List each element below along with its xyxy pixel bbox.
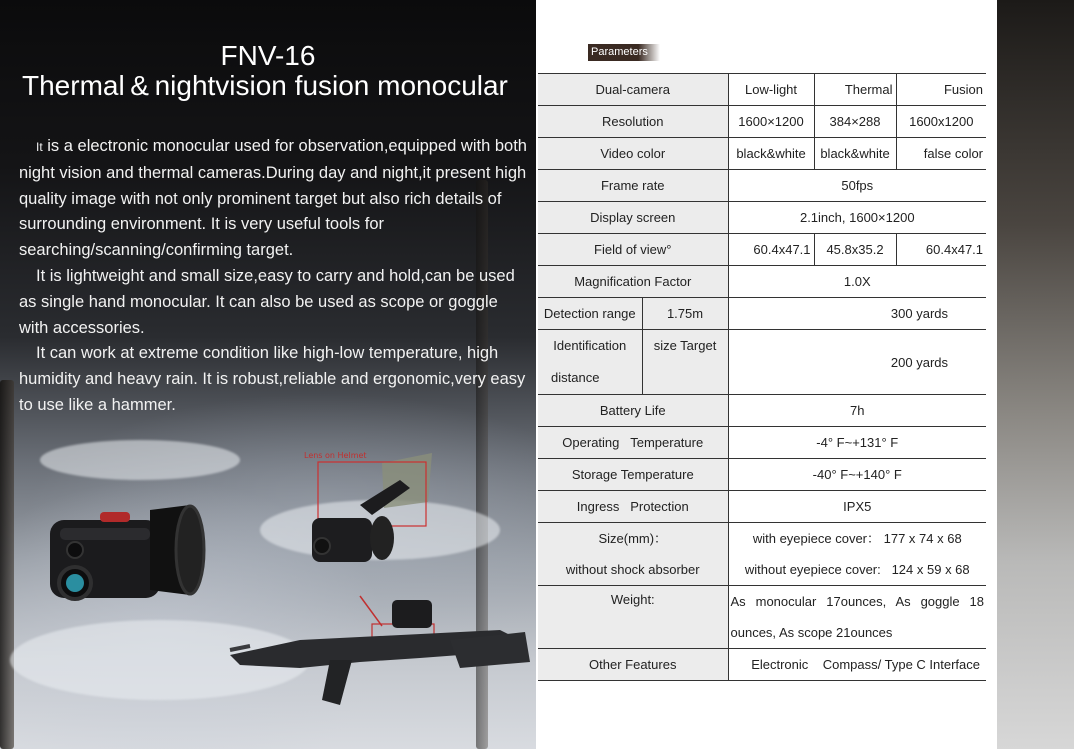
spec-label: Video color: [538, 138, 728, 170]
spec-value: false color: [896, 138, 986, 170]
model-title: FNV-16: [220, 40, 316, 71]
table-row: [538, 234, 986, 266]
spec-value: 50fps: [728, 170, 986, 202]
spec-label: Operating Temperature: [538, 427, 728, 459]
spec-label: Other Features: [538, 649, 728, 681]
spec-label: Magnification Factor: [538, 266, 728, 298]
table-row: [538, 202, 986, 234]
parameters-tag: Parameters: [588, 44, 660, 61]
table-row: [538, 298, 986, 330]
spec-value: 300 yards: [728, 298, 986, 330]
spec-value: 384×288: [814, 106, 896, 138]
table-row: [538, 586, 986, 649]
spec-label: Weight:: [538, 586, 728, 649]
spec-sublabel: size Target: [642, 330, 728, 395]
spec-value: with eyepiece cover： 177 x 74 x 68 without eyepiece cover: 124 x 59 x 68: [728, 523, 986, 586]
spec-value: 200 yards: [728, 330, 986, 395]
description-paragraph: It can work at extreme condition like high-low temperature, high humidity and heavy rain. It is robust,reliable and ergonomic,very easy to use like a hammer.: [19, 344, 526, 414]
monocular-image: [50, 505, 204, 599]
table-row: [538, 649, 986, 681]
hero-panel: [0, 0, 536, 749]
spec-label: Frame rate: [538, 170, 728, 202]
product-subtitle: Thermal & nightvision fusion monocular: [22, 70, 508, 101]
rifle-image: [230, 596, 530, 705]
product-illustrations: [0, 0, 536, 749]
spec-label: Display screen: [538, 202, 728, 234]
spec-value: black&white: [814, 138, 896, 170]
spec-label: Detection range: [538, 298, 642, 330]
spec-label: Ingress Protection: [538, 491, 728, 523]
spec-value: 7h: [728, 395, 986, 427]
table-row: [538, 266, 986, 298]
decorative-photo-strip: [997, 0, 1074, 749]
description-lead: It: [36, 140, 43, 154]
table-row: [538, 427, 986, 459]
description-paragraph: It is lightweight and small size,easy to carry and hold,can be used as single hand monocular. It can also be used as scope or goggle with accessories.: [19, 266, 515, 337]
spec-value: black&white: [728, 138, 814, 170]
spec-label: Field of view°: [538, 234, 728, 266]
spec-value: As monocular 17ounces, As goggle 18 ounces, As scope 21ounces: [728, 586, 986, 649]
table-row: [538, 74, 986, 106]
spec-value: 2.1inch, 1600×1200: [728, 202, 986, 234]
spec-value: IPX5: [728, 491, 986, 523]
spec-label: Resolution: [538, 106, 728, 138]
table-row: [538, 491, 986, 523]
spec-label: Battery Life: [538, 395, 728, 427]
table-row: [538, 138, 986, 170]
spec-label: Size(mm)： without shock absorber: [538, 523, 728, 586]
table-row: [538, 330, 986, 395]
description-paragraph: It is a electronic monocular used for observation,equipped with both night vision and thermal cameras.During day and night,it present high quality image with not only prominent target but also rich details of surrounding environment. It is very useful tools for searching/scanning/confirming target.: [19, 137, 527, 260]
spec-value: -40° F~+140° F: [728, 459, 986, 491]
spec-label: Dual-camera: [538, 74, 728, 106]
table-row: [538, 395, 986, 427]
spec-value: 1.0X: [728, 266, 986, 298]
table-row: [538, 523, 986, 586]
spec-label: Identification distance: [538, 330, 642, 395]
spec-table: [538, 73, 986, 681]
spec-value: 1600x1200: [896, 106, 986, 138]
spec-value: Electronic Compass/ Type C Interface: [728, 649, 986, 681]
spec-value: Thermal: [814, 74, 896, 106]
spec-sublabel: 1.75m: [642, 298, 728, 330]
spec-value: 45.8x35.2: [814, 234, 896, 266]
spec-value: -4° F~+131° F: [728, 427, 986, 459]
helmet-mount-image: [312, 453, 432, 562]
spec-value: 60.4x47.1: [896, 234, 986, 266]
table-row: [538, 170, 986, 202]
spec-value: Fusion: [896, 74, 986, 106]
spec-value: 1600×1200: [728, 106, 814, 138]
image-label: Lens on Helmet: [304, 451, 367, 460]
table-row: [538, 106, 986, 138]
spec-value: 60.4x47.1: [728, 234, 814, 266]
spec-value: Low-light: [728, 74, 814, 106]
table-row: [538, 459, 986, 491]
spec-label: Storage Temperature: [538, 459, 728, 491]
